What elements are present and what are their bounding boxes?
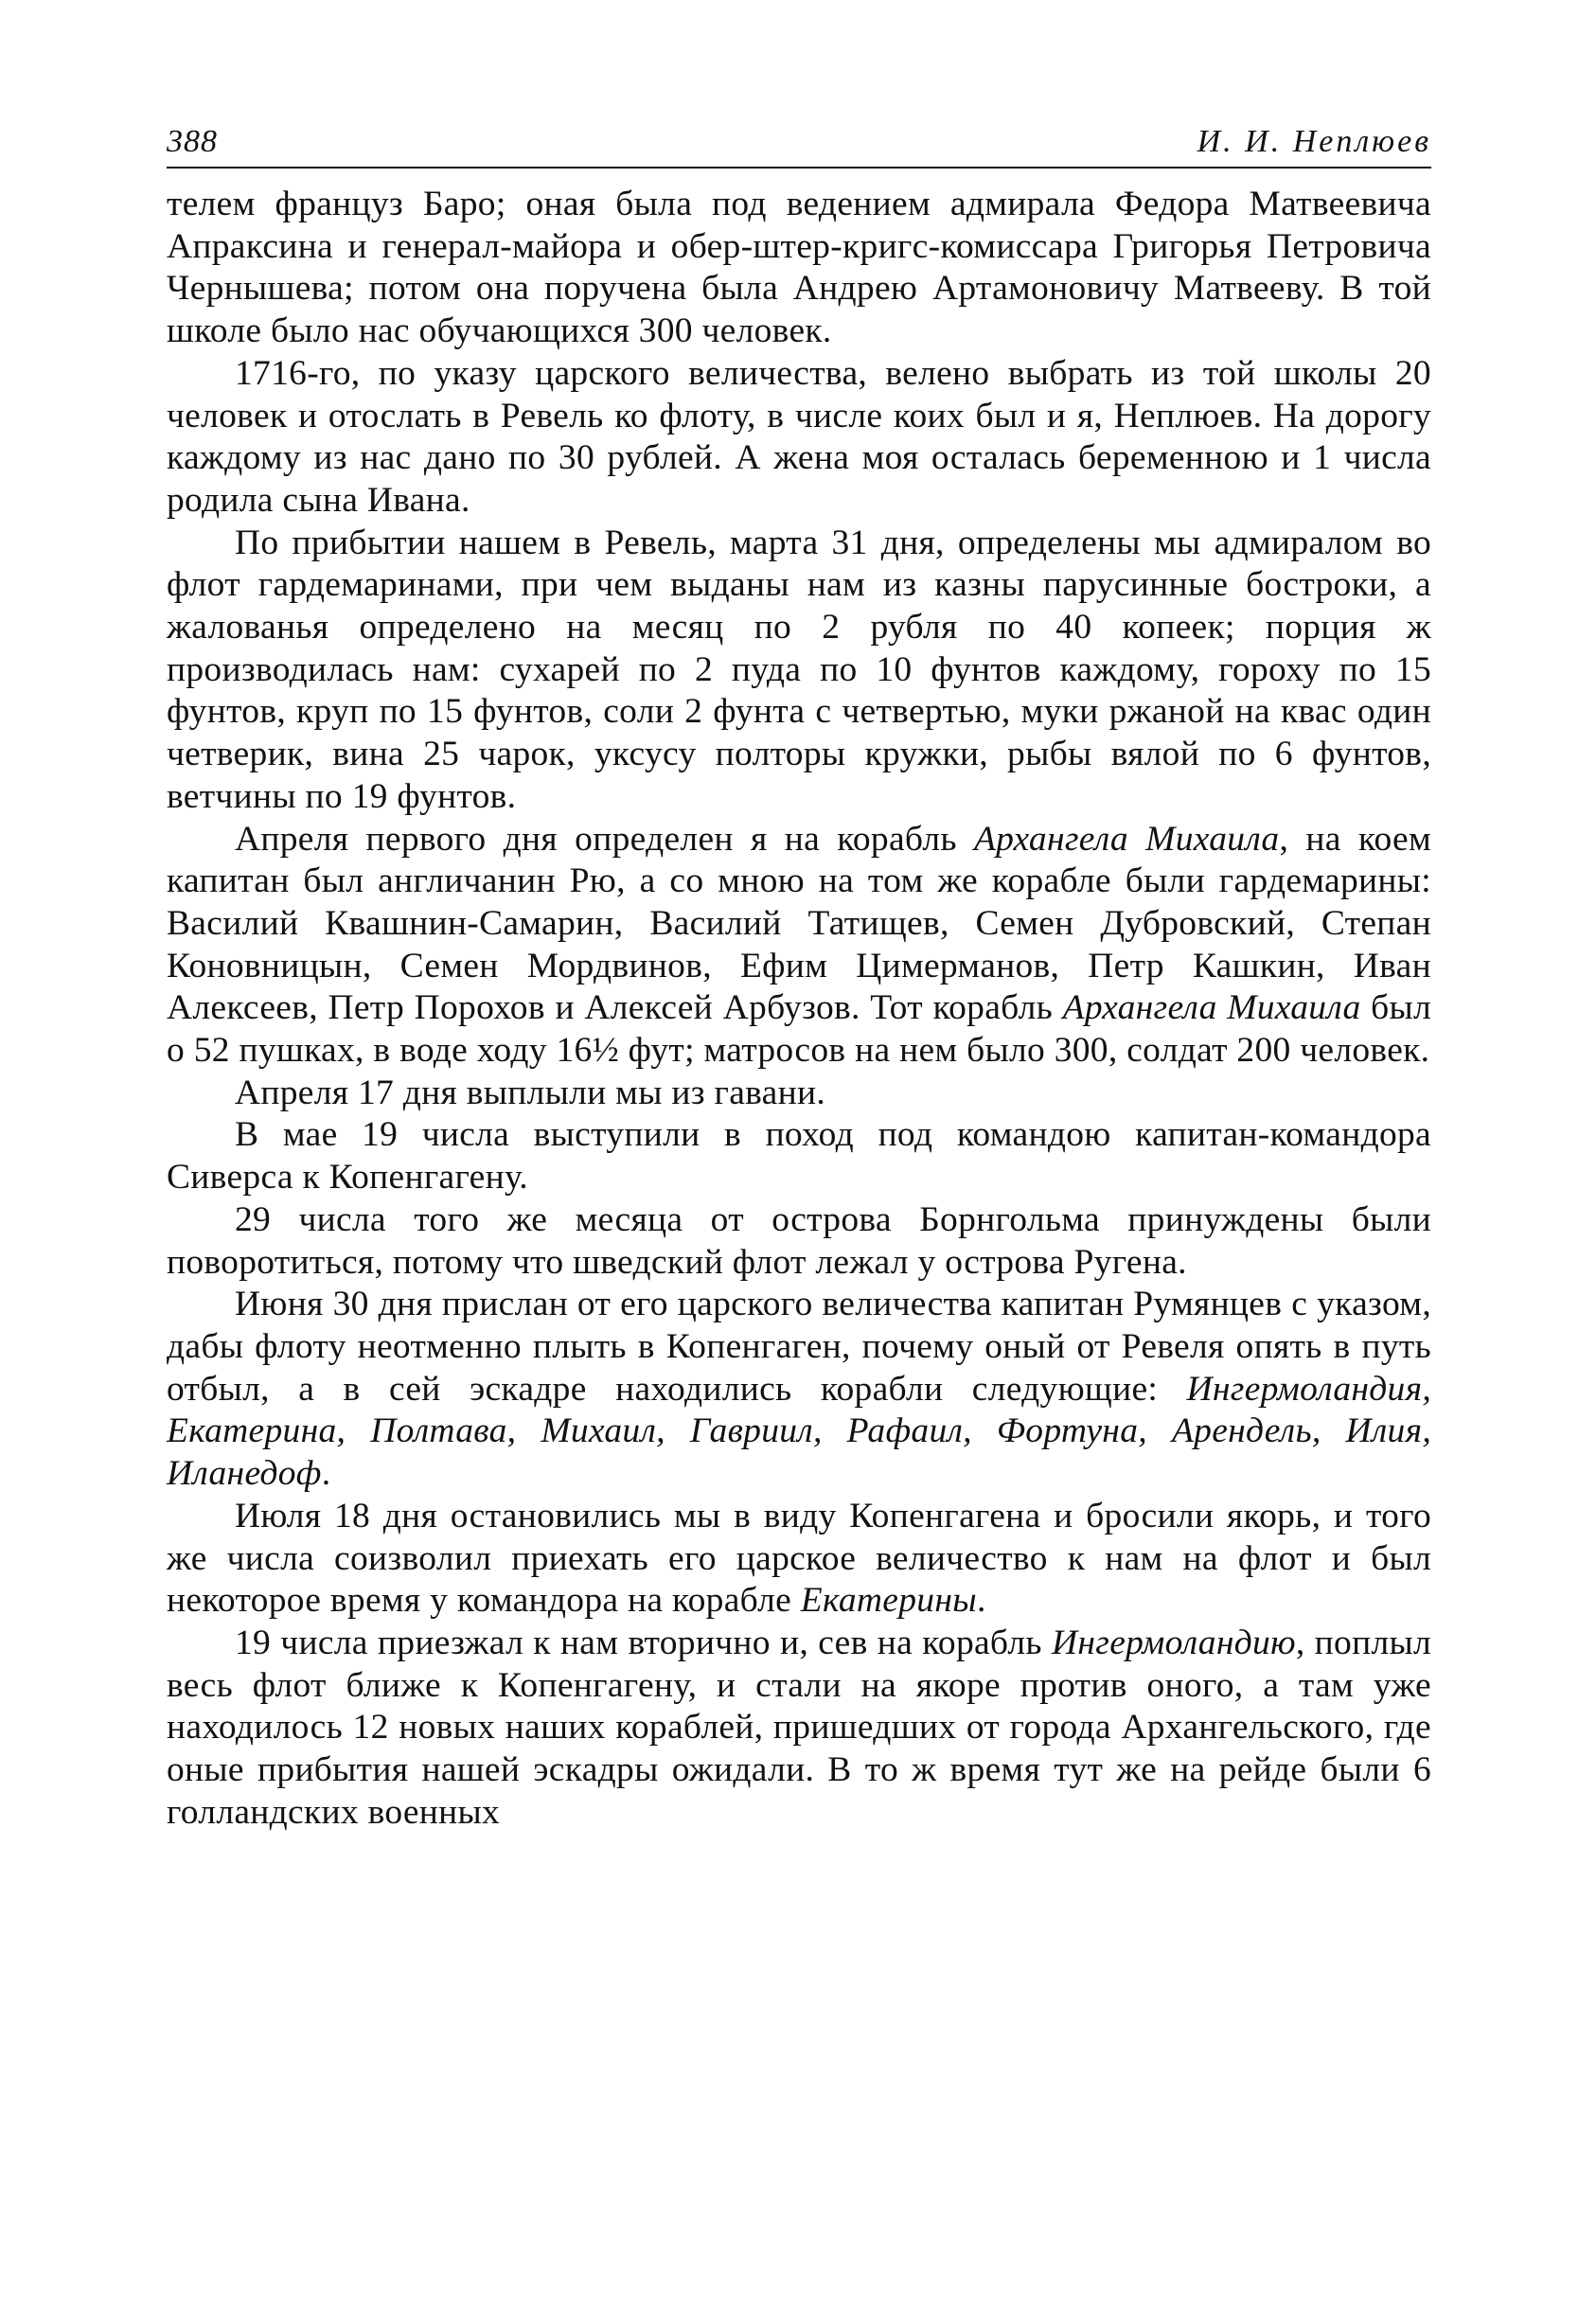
ship-name-italic: Ингермоландия, Екатерина, Полтава, Михаил, Гавриил, Рафаил, Фортуна, Арендель, Илия, Иланедоф	[167, 1369, 1431, 1494]
ship-name-italic: Ингермоландию	[1052, 1623, 1296, 1662]
ship-name-italic: Архангела Михаила	[1062, 988, 1361, 1028]
body-text	[167, 184, 1431, 1834]
running-head-author: И. И. Неплюев	[1197, 124, 1431, 159]
text-run: .	[321, 1454, 331, 1494]
paragraph	[167, 353, 1431, 523]
text-run: телем француз Баро; оная была под ведением адмирала Федора Матвеевича Апраксина и генерал-майора и обер-штер-кригс-комиссара Григорья Петровича Чернышева; потом она поручена была Андрею Артамоновичу Матвееву. В той школе было нас обучающихся 300 человек.	[167, 185, 1431, 351]
text-run: , на коем капитан был англичанин Рю, а со мною на том же корабле были гардемарины: Василий Квашнин-Самарин, Василий Татищев, Семен Дубровский, Степан Коновницын, Семен Мордвинов, Ефим Цимерманов, Петр Кашкин, Иван Алексеев, Петр Порохов и Алексей Арбузов. Тот корабль	[167, 819, 1431, 1028]
book-page	[167, 123, 1431, 1834]
running-head	[167, 123, 1431, 169]
paragraph	[167, 1073, 1431, 1115]
text-run: По прибытии нашем в Ревель, марта 31 дня, определены мы адмиралом во флот гардемаринами, при чем выданы нам из казны парусинные бостроки, а жалованья определено на месяц по 2 рубля по 40 копеек; порция ж производилась нам: сухарей по 2 пуда по 10 фунтов каждому, гороху по 15 фунтов, круп по 15 фунтов, соли 2 фунта с четвертью, муки ржаной на квас один четверик, вина 25 чарок, уксусу полторы кружки, рыбы вялой по 6 фунтов, ветчины по 19 фунтов.	[167, 523, 1431, 816]
text-run: Июня 30 дня прислан от его царского величества капитан Румянцев с указом, дабы флоту неотменно плыть в Копенгаген, почему оный от Ревеля опять в путь отбыл, а в сей эскадре находились корабли следующие:	[167, 1285, 1431, 1409]
paragraph	[167, 1114, 1431, 1198]
text-run: В мае 19 числа выступили в поход под командою капитан-командора Сиверса к Копенгагену.	[167, 1115, 1431, 1198]
text-run: , поплыл весь флот ближе к Копенгагену, и стали на якоре против оного, а там уже находилось 12 новых наших кораблей, пришедших от города Архангельского, где оные прибытия нашей эскадры ожидали. В то ж время тут же на рейде были 6 голландских военных	[167, 1623, 1431, 1832]
paragraph	[167, 1284, 1431, 1496]
text-run: был о 52 пушках, в воде ходу 16½ фут; матросов на нем было 300, солдат 200 человек.	[167, 988, 1431, 1071]
paragraph	[167, 523, 1431, 819]
ship-name-italic: Екатерины	[800, 1581, 977, 1621]
text-run: 1716-го, по указу царского величества, велено выбрать из той школы 20 человек и отослать в Ревель ко флоту, в числе коих был и я, Неплюев. На дорогу каждому из нас дано по 30 рублей. А жена моя осталась беременною и 1 числа родила сына Ивана.	[167, 353, 1431, 520]
paragraph	[167, 1199, 1431, 1284]
paragraph	[167, 184, 1431, 353]
paragraph	[167, 1623, 1431, 1835]
text-run: 19 числа приезжал к нам вторично и, сев на корабль	[235, 1623, 1052, 1662]
paragraph	[167, 1496, 1431, 1623]
text-run: 29 числа того же месяца от острова Борнгольма принуждены были поворотиться, потому что шведский флот лежал у острова Ругена.	[167, 1199, 1431, 1282]
ship-name-italic: Архангела Михаила	[973, 819, 1280, 859]
text-run: Июля 18 дня остановились мы в виду Копенгагена и бросили якорь, и того же числа соизволил приехать его царское величество к нам на флот и был некоторое время у командора на корабле	[167, 1496, 1431, 1621]
text-run: Апреля 17 дня выплыли мы из гавани.	[235, 1073, 826, 1112]
paragraph	[167, 819, 1431, 1073]
text-run: .	[976, 1581, 986, 1621]
page-number: 388	[167, 124, 218, 159]
text-run: Апреля первого дня определен я на корабль	[235, 819, 974, 859]
